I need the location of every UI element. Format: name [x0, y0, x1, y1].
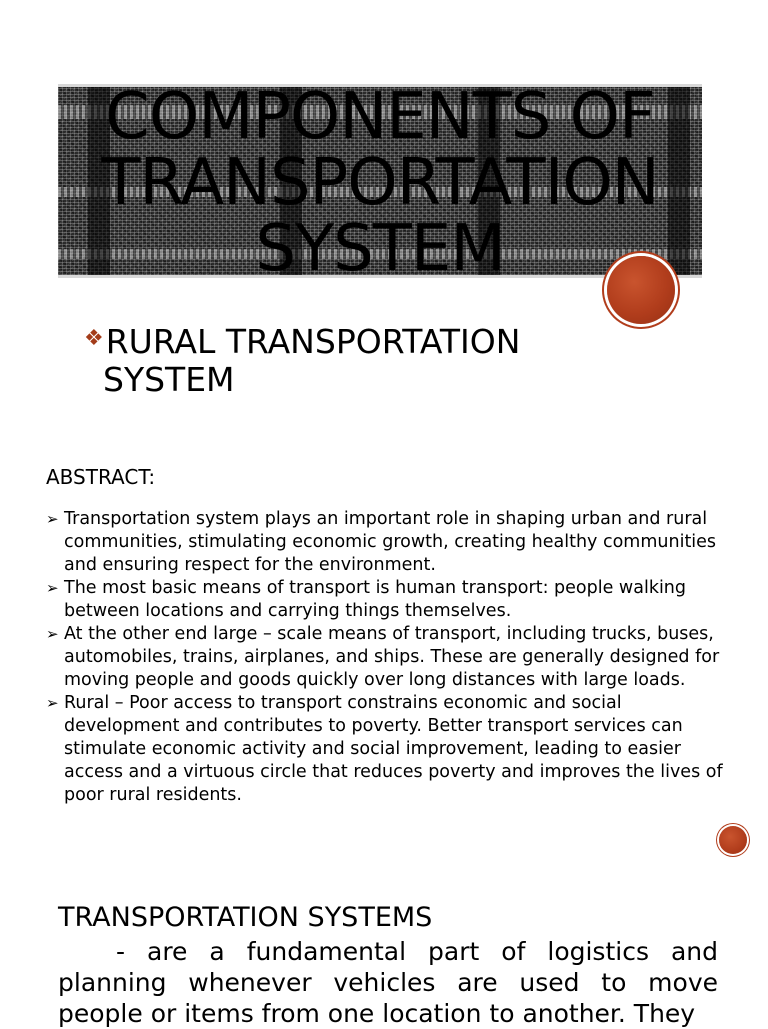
title-line: TRANSPORTATION [101, 146, 659, 220]
title-line: SYSTEM [255, 212, 505, 286]
list-item [46, 508, 726, 577]
page-title [58, 80, 702, 286]
subtitle-line: RURAL TRANSPORTATION [105, 322, 521, 361]
arrow-bullet-icon: ➢ [46, 625, 59, 643]
bullet-text: The most basic means of transport is human transport: people walking between locations and carrying things themselves. [64, 578, 687, 621]
arrow-bullet-icon: ➢ [46, 510, 59, 528]
diamond-bullet-icon: ❖ [84, 326, 104, 351]
list-item [46, 692, 726, 807]
section-body: - are a fundamental part of logistics and planning whenever vehicles are used to move people or items from one location to another. They [58, 937, 718, 1028]
bullet-text: Rural – Poor access to transport constrains economic and social development and contributes to poverty. Better transport services can stimulate economic activity and social improvement, leading to easier access and a virtuous circle that reduces poverty and improves the lives of poor rural residents. [64, 693, 723, 805]
bullet-text: Transportation system plays an important role in shaping urban and rural communities, stimulating economic growth, creating healthy communities and ensuring respect for the environment. [64, 509, 717, 575]
arrow-bullet-icon: ➢ [46, 694, 59, 712]
abstract-label: ABSTRACT: [46, 465, 156, 489]
arrow-bullet-icon: ➢ [46, 579, 59, 597]
list-item [46, 623, 726, 692]
title-line: COMPONENTS OF [105, 80, 655, 154]
decorative-circle-large [607, 256, 675, 324]
abstract-bullet-list [46, 508, 726, 807]
decorative-circle-small [719, 826, 747, 854]
section-title: TRANSPORTATION SYSTEMS [58, 902, 433, 933]
subtitle [84, 320, 604, 399]
subtitle-line: SYSTEM [103, 360, 235, 399]
bullet-text: At the other end large – scale means of transport, including trucks, buses, automobiles, trains, airplanes, and ships. These are generally designed for moving people and goods quickly over long distances with large loads. [64, 624, 720, 690]
list-item [46, 577, 726, 623]
